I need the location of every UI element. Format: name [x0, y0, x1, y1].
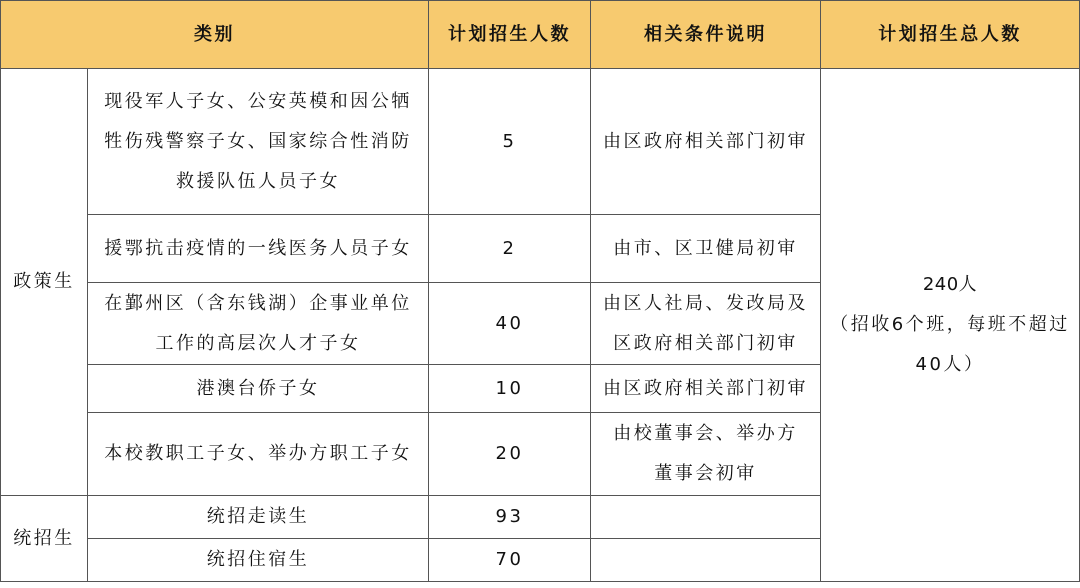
conditions-cell: 由区人社局、发改局及区政府相关部门初审 — [591, 283, 821, 365]
header-total: 计划招生总人数 — [821, 1, 1080, 69]
conditions-cell: 由市、区卫健局初审 — [591, 215, 821, 283]
category-cell: 港澳台侨子女 — [88, 365, 429, 413]
total-note: （招收6个班，每班不超过40人） — [830, 314, 1070, 375]
category-cell: 援鄂抗击疫情的一线医务人员子女 — [88, 215, 429, 283]
conditions-cell: 由区政府相关部门初审 — [591, 365, 821, 413]
category-cell: 本校教职工子女、举办方职工子女 — [88, 413, 429, 496]
planned-cell: 70 — [429, 539, 591, 582]
planned-cell: 2 — [429, 215, 591, 283]
planned-cell: 40 — [429, 283, 591, 365]
category-cell: 统招走读生 — [88, 496, 429, 539]
planned-cell: 20 — [429, 413, 591, 496]
table-header-row — [1, 1, 1080, 69]
total-count: 240人 — [922, 274, 978, 295]
planned-cell: 10 — [429, 365, 591, 413]
header-planned: 计划招生人数 — [429, 1, 591, 69]
total-cell — [821, 69, 1080, 582]
header-category: 类别 — [1, 1, 429, 69]
header-conditions: 相关条件说明 — [591, 1, 821, 69]
category-cell: 在鄞州区（含东钱湖）企事业单位工作的高层次人才子女 — [88, 283, 429, 365]
group-label-policy: 政策生 — [1, 69, 88, 496]
planned-cell: 5 — [429, 69, 591, 215]
group-label-unified: 统招生 — [1, 496, 88, 582]
category-cell: 统招住宿生 — [88, 539, 429, 582]
table-row — [1, 69, 1080, 215]
conditions-cell — [591, 496, 821, 539]
conditions-cell: 由校董事会、举办方董事会初审 — [591, 413, 821, 496]
planned-cell: 93 — [429, 496, 591, 539]
conditions-cell: 由区政府相关部门初审 — [591, 69, 821, 215]
category-cell: 现役军人子女、公安英模和因公牺牲伤残警察子女、国家综合性消防救援队伍人员子女 — [88, 69, 429, 215]
conditions-cell — [591, 539, 821, 582]
